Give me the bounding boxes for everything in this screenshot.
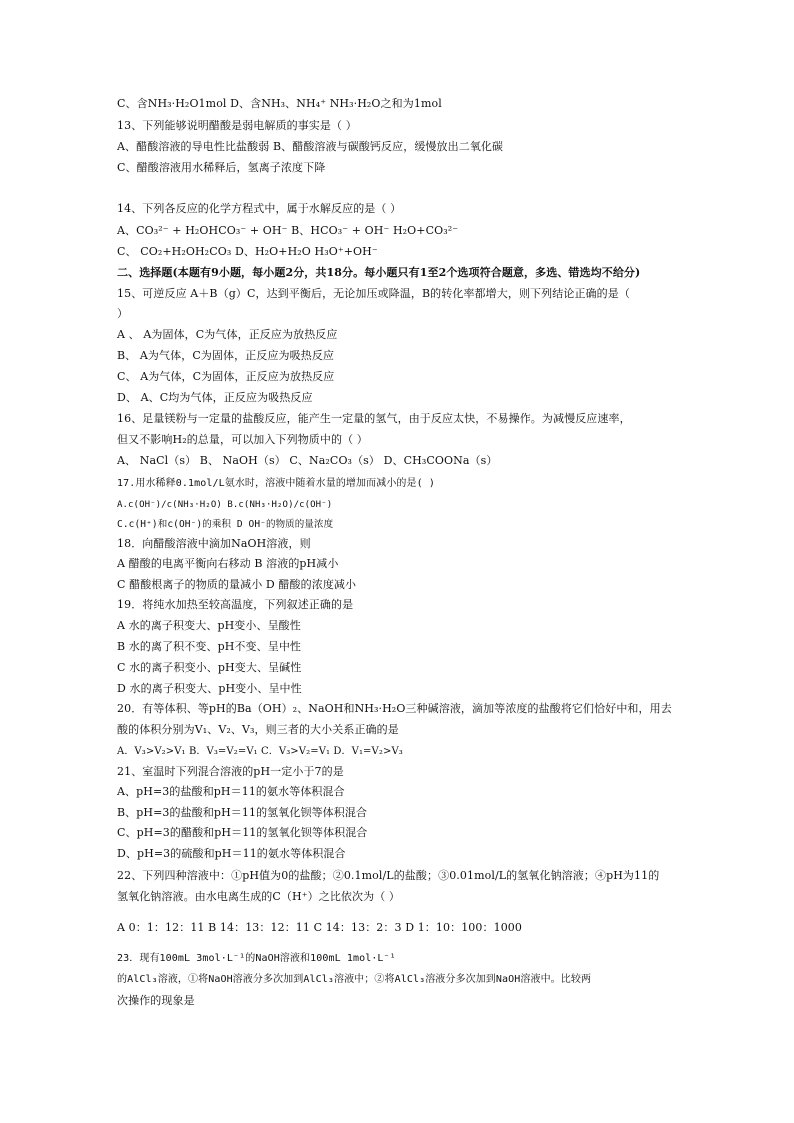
q23-stem-cont: 的AlCl₃溶液，①将NaOH溶液分多次加到AlCl₃溶液中；②将AlCl₃溶液分多次加到NaOH溶液中。比较两 — [117, 974, 592, 985]
q19-stem: 19．将纯水加热至较高温度，下列叙述正确的是 — [117, 598, 354, 611]
q22-stem: 22、下列四种溶液中：①pH值为0的盐酸；②0.1mol/L的盐酸；③0.01mol/L的氢氧化钠溶液；④pH为11的 — [117, 869, 660, 882]
q22-options: A 0：1：12：11 B 14：13：12：11 C 14：13：2：3 D 1：10：100：1000 — [117, 921, 522, 934]
q22-stem-cont: 氢氧化钠溶液。由水电离生成的C（H⁺）之比依次为（ ） — [117, 890, 401, 903]
q21-stem: 21、室温时下列混合溶液的pH一定小于7的是 — [117, 765, 344, 778]
q13-stem: 13、下列能够说明醋酸是弱电解质的事实是（ ） — [117, 119, 357, 132]
q20-stem: 20．有等体积、等pH的Ba（OH）₂、NaOH和NH₃·H₂O三种碱溶液，滴加等浓度的盐酸将它们恰好中和，用去 — [117, 702, 672, 715]
q13-option-c: C、醋酸溶液用水稀释后，氢离子浓度下降 — [117, 161, 326, 174]
q17-options-cd: C.c(H⁺)和c(OH⁻)的乘积 D OH⁻的物质的量浓度 — [117, 519, 334, 530]
q14-options-ab: A、CO₃²⁻ + H₂OHCO₃⁻ + OH⁻ B、HCO₃⁻ + OH⁻ H₂O+CO₃²⁻ — [117, 224, 459, 237]
q23-stem: 23．现有100mL 3mol·L⁻¹的NaOH溶液和100mL 1mol·L⁻¹ — [117, 953, 396, 964]
q17-options-ab: A.c(OH⁻)/c(NH₃·H₂O) B.c(NH₃·H₂O)/c(OH⁻) — [117, 500, 333, 510]
q21-option-b: B、pH=3的盐酸和pH＝11的氢氧化钡等体积混合 — [117, 806, 368, 819]
q19-option-c: C 水的离子积变小、pH变大、呈碱性 — [117, 661, 302, 674]
q20-options: A．V₃>V₂>V₁ B．V₃=V₂=V₁ C．V₃>V₂=V₁ D．V₁=V₂>V₃ — [117, 746, 403, 757]
q18-options-ab: A 醋酸的电离平衡向右移动 B 溶液的pH减小 — [117, 557, 339, 570]
q15-stem-end: ） — [117, 307, 129, 320]
q20-stem-cont: 酸的体积分别为V₁、V₂、V₃，则三者的大小关系正确的是 — [117, 723, 399, 736]
q15-option-b: B、 A为气体，C为固体，正反应为吸热反应 — [117, 349, 335, 362]
q15-option-c: C、 A为气体，C为固体，正反应为放热反应 — [117, 370, 335, 383]
q14-options-cd: C、 CO₂+H₂OH₂CO₃ D、H₂O+H₂O H₃O⁺+OH⁻ — [117, 245, 378, 258]
q18-stem: 18．向醋酸溶液中滴加NaOH溶液，则 — [117, 537, 311, 550]
q19-option-d: D 水的离子积变大、pH变小、呈中性 — [117, 682, 302, 695]
q16-options: A、 NaCl（s） B、 NaOH（s） C、Na₂CO₃（s） D、CH₃COONa（s） — [117, 454, 498, 467]
q16-stem-cont: 但又不影响H₂的总量，可以加入下列物质中的（ ） — [117, 433, 368, 446]
q12-options-cd: C、含NH₃·H₂O1mol D、含NH₃、NH₄⁺ NH₃·H₂O之和为1mol — [117, 97, 442, 110]
q15-option-a: A 、 A为固体，C为气体，正反应为放热反应 — [117, 328, 338, 341]
q15-option-d: D、 A、C均为气体，正反应为吸热反应 — [117, 391, 313, 404]
section-two-heading: 二、选择题(本题有9小题，每小题2分，共18分。每小题只有1至2个选项符合题意，多选、错选均不给分) — [117, 266, 641, 279]
q16-stem: 16、足量镁粉与一定量的盐酸反应，能产生一定量的氢气，由于反应太快，不易操作。为减慢反应速率， — [117, 412, 631, 425]
q19-option-a: A 水的离子积变大、pH变小、呈酸性 — [117, 619, 301, 632]
q21-option-a: A、pH=3的盐酸和pH＝11的氨水等体积混合 — [117, 785, 345, 798]
q19-option-b: B 水的离了积不变、pH不变、呈中性 — [117, 640, 302, 653]
q21-option-c: C、pH=3的醋酸和pH＝11的氢氧化钡等体积混合 — [117, 826, 368, 839]
q21-option-d: D、pH=3的硫酸和pH＝11的氨水等体积混合 — [117, 847, 346, 860]
q23-stem-end: 次操作的现象是 — [117, 994, 195, 1007]
q13-options-ab: A、醋酸溶液的导电性比盐酸弱 B、醋酸溶液与碳酸钙反应，缓慢放出二氧化碳 — [117, 140, 504, 153]
q18-options-cd: C 醋酸根离子的物质的量减小 D 醋酸的浓度减小 — [117, 578, 357, 591]
q15-stem: 15、可逆反应 A＋B（g）C，达到平衡后，无论加压或降温，B的转化率都增大，则下列结论正确的是（ — [117, 287, 630, 300]
q14-stem: 14、下列各反应的化学方程式中，属于水解反应的是（ ） — [117, 202, 402, 215]
q17-stem: 17.用水稀释0.1mol/L氨水时，溶液中随着水量的增加而减小的是( ) — [117, 478, 435, 489]
